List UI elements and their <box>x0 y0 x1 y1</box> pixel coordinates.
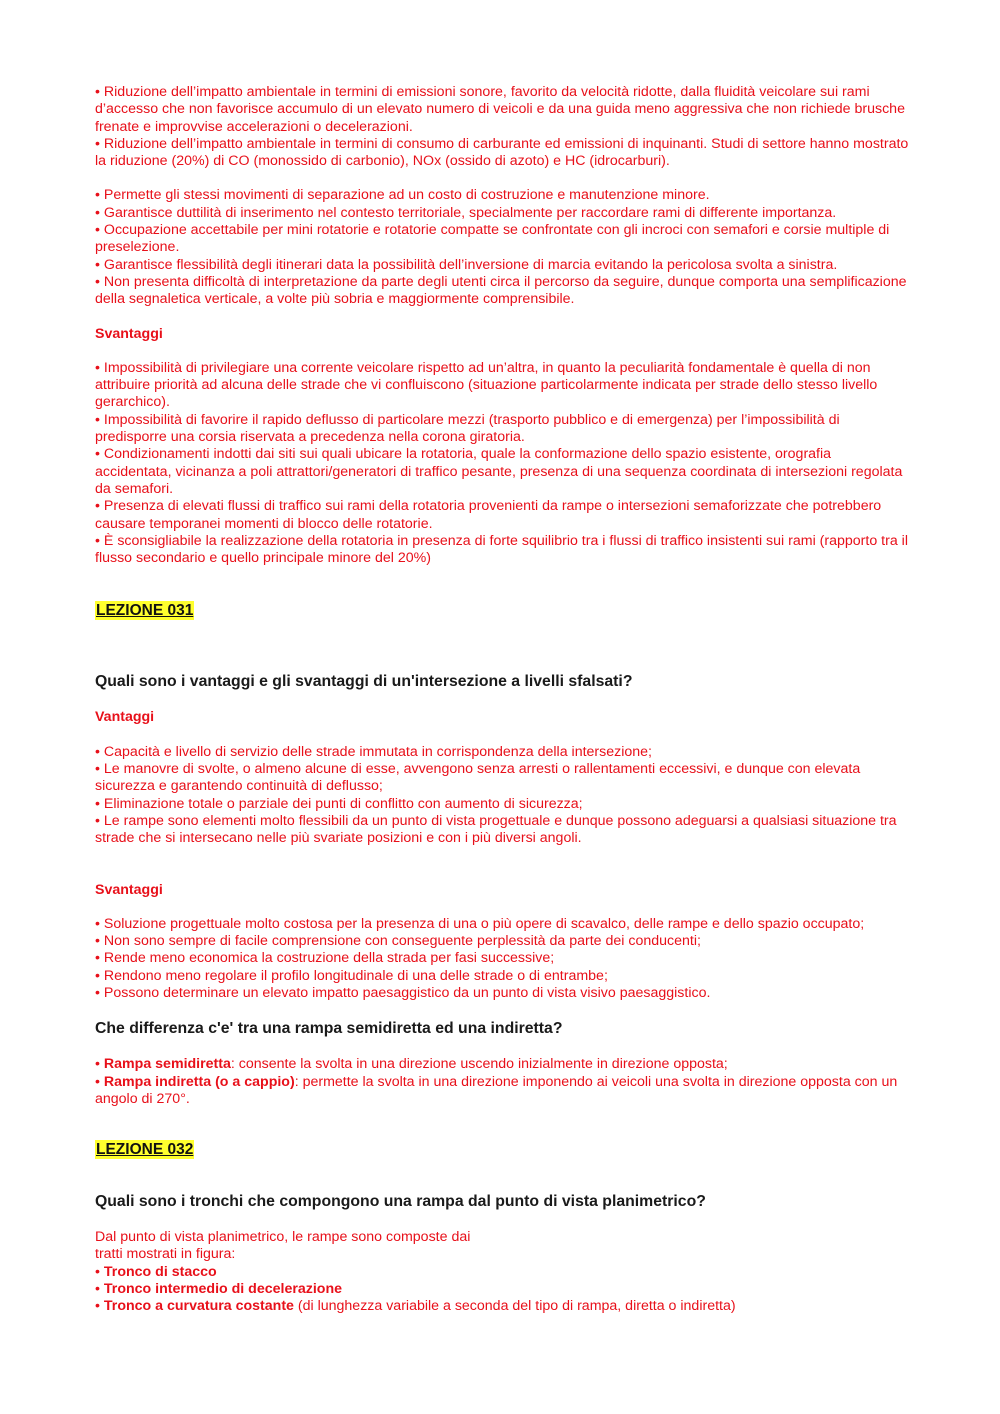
svantaggi-list-livelli <box>95 916 910 1002</box>
list-item: • Le rampe sono elementi molto flessibili da un punto di vista progettuale e dunque possono adeguarsi a qualsiasi situazione tra strade che si intersecano nelle più svariate posizioni e con i più diversi angoli. <box>95 812 897 847</box>
lesson-label-032: LEZIONE 032 <box>96 1141 194 1159</box>
list-item: • Permette gli stessi movimenti di separazione ad un costo di costruzione e manutenzione minore. <box>95 187 710 204</box>
heading-svantaggi: Svantaggi <box>95 325 163 342</box>
list-item: • Garantisce flessibilità degli itinerari data la possibilità dell’inversione di marcia evitando la pericolosa svolta a sinistra. <box>95 256 838 273</box>
question-031: Quali sono i vantaggi e gli svantaggi di un'intersezione a livelli sfalsati? <box>95 673 633 691</box>
svantaggi-list-rotatoria <box>95 360 910 568</box>
term-semidiretta: Rampa semidiretta <box>103 1056 231 1073</box>
list-item: • Non sono sempre di facile comprensione con conseguente perplessità da parte dei conducenti; <box>95 933 701 950</box>
question-032: Quali sono i tronchi che compongono una rampa dal punto di vista planimetrico? <box>95 1193 706 1211</box>
list-item: • Capacità e livello di servizio delle strade immutata in corrispondenza della intersezione; <box>95 743 652 760</box>
lesson-label-031: LEZIONE 031 <box>96 602 194 620</box>
paragraph-noise-cont: frenate e improvvise accelerazioni o decelerazioni. <box>95 118 413 135</box>
list-item: • Possono determinare un elevato impatto paesaggistico da un punto di vista visivo paesaggistico. <box>95 984 711 1001</box>
list-item: • Garantisce duttilità di inserimento nel contesto territoriale, specialmente per raccordare rami di differente importanza. <box>95 204 837 221</box>
tronchi-list <box>95 1229 910 1315</box>
rampe-definitions <box>95 1056 910 1108</box>
list-item: • Impossibilità di favorire il rapido deflusso di particolare mezzi (trasporto pubblico e di emergenza) per l’impossibilità di predisporre una corsia riservata a precedenza nella corona giratoria. <box>95 411 840 446</box>
list-item: • Tronco di stacco <box>95 1263 217 1280</box>
question-rampa: Che differenza c'e' tra una rampa semidiretta ed una indiretta? <box>95 1020 563 1038</box>
list-item: • Occupazione accettabile per mini rotatorie e rotatorie compatte se confrontate con gli incroci con semafori e corsie multiple di preselezione. <box>95 222 890 256</box>
heading-vantaggi: Vantaggi <box>95 709 155 726</box>
list-item: • Presenza di elevati flussi di traffico sui rami della rotatoria provenienti da rampe o intersezioni semaforizzate che potrebbero causare temporanei momenti di blocco delle rotatorie. <box>95 498 882 532</box>
tronchi-intro: Dal punto di vista planimetrico, le rampe sono composte dai <box>95 1229 471 1246</box>
rampa-indiretta-item: • Rampa indiretta (o a cappio): permette la svolta in una direzione imponendo ai veicoli una svolta in direzione opposta con un angolo di 270°. <box>95 1073 898 1107</box>
list-item: • È sconsigliabile la realizzazione della rotatoria in presenza di forte squilibrio tra i flussi di traffico insistenti sui rami (rapporto tra il flusso secondario e quello principale minore del 20%) <box>95 532 908 567</box>
document-page <box>95 84 910 1316</box>
tronchi-intro-cont: tratti mostrati in figura: <box>95 1246 236 1263</box>
list-item: • Eliminazione totale o parziale dei punti di conflitto con aumento di sicurezza; <box>95 795 583 812</box>
list-item: • Soluzione progettuale molto costosa per la presenza di una o più opere di scavalco, delle rampe e dello spazio occupato; <box>95 915 865 932</box>
list-item: • Rendono meno regolare il profilo longitudinale di una delle strade o di entrambe; <box>95 967 608 984</box>
vantaggi-list-livelli <box>95 744 910 848</box>
list-item: • Non presenta difficoltà di interpretazione da parte degli utenti circa il percorso da seguire, dunque comporta una semplificazione della segnaletica verticale, a volte più sobria e maggiormente comprensibile. <box>95 273 907 308</box>
list-item: • Tronco a curvatura costante (di lunghezza variabile a seconda del tipo di rampa, diretta o indiretta) <box>95 1298 736 1315</box>
list-item: • Tronco intermedio di decelerazione <box>95 1281 343 1298</box>
list-item: • Le manovre di svolte, o almeno alcune di esse, avvengono senza arresti o rallentamenti eccessivi, e dunque con elevata sicurezza e garantendo continuità di deflusso; <box>95 761 861 795</box>
heading-svantaggi-2: Svantaggi <box>95 881 163 898</box>
rampa-semidiretta-item: • Rampa semidiretta: consente la svolta in una direzione uscendo inizialmente in direzione opposta; <box>95 1056 728 1073</box>
paragraph-noise: • Riduzione dell’impatto ambientale in termini di emissioni sonore, favorito da velocità ridotte, dalla fluidità veicolare sui rami d’accesso che non favorisce accumulo di un elevato numero di veicoli e da una guida meno aggressiva che non richiede brusche <box>95 84 905 118</box>
term-indiretta: Rampa indiretta (o a cappio) <box>103 1073 295 1090</box>
list-item: • Rende meno economica la costruzione della strada per fasi successive; <box>95 950 555 967</box>
list-item: • Impossibilità di privilegiare una corrente veicolare rispetto ad un’altra, in quanto la peculiarità fondamentale è quella di non attribuire priorità ad alcuna delle strade che vi confluiscono (situazione particolarmente indicata per strade dello stesso livello gerarchico). <box>95 359 878 411</box>
vantaggi-continued <box>95 84 910 309</box>
list-item: • Condizionamenti indotti dai siti sui quali ubicare la rotatoria, quale la conformazione dello spazio esistente, orografia accidentata, vicinanza a poli attrattori/generatori di traffico pesante, presenza di una sequenza coordinata di intersezioni regolata da semafori. <box>95 446 903 497</box>
paragraph-fuel: • Riduzione dell’impatto ambientale in termini di consumo di carburante ed emissioni di inquinanti. Studi di settore hanno mostrato la riduzione (20%) di CO (monossido di carbonio), NOx (ossido di azoto) e HC (idrocarburi). <box>95 135 909 170</box>
